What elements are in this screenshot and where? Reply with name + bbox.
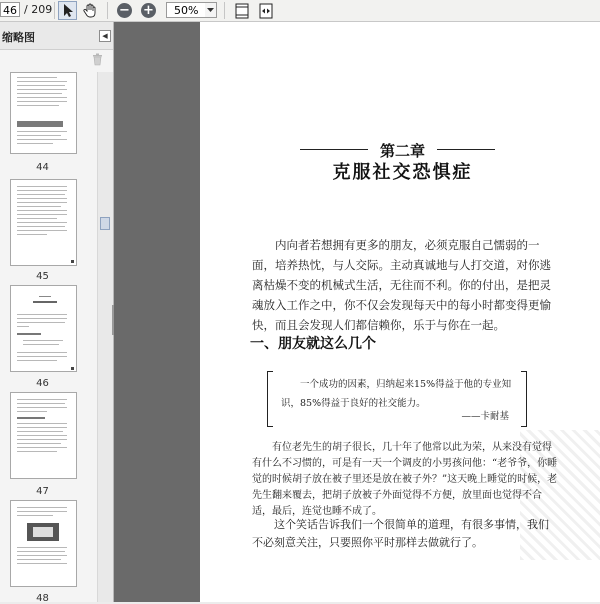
intro-paragraph: 内向者若想拥有更多的朋友，必须克服自己懦弱的一面，培养热忱，与人交际。主动真诚地与人打交道，对你逃离枯燥不变的机械式生活，无往而不利。你的付出，是把灵魂放入工作之中，你不仅会发现每天中的每小时都变得更愉快，而且会发现人们都信赖你，乐于与你在一起。 [252, 238, 551, 332]
panel-title: 缩略图 [2, 31, 35, 44]
watermark [520, 430, 600, 560]
select-tool-button[interactable] [58, 1, 77, 20]
panel-toolbar [0, 50, 113, 70]
quote-attribution: ——卡耐基 [461, 411, 509, 422]
toolbar-separator [224, 2, 225, 19]
page-thumbnail[interactable] [10, 500, 77, 587]
page-thumbnail[interactable] [10, 392, 77, 479]
page-number-input[interactable]: 46 [0, 2, 20, 17]
zoom-level-field[interactable]: 50% [166, 2, 206, 18]
toolbar [0, 0, 600, 22]
page-thumbnail[interactable] [10, 72, 77, 154]
fit-page-icon [235, 3, 249, 19]
thumbnail-label: 44 [36, 162, 49, 173]
thumbnail-marker [71, 260, 74, 263]
quote-box [267, 371, 527, 427]
panel-header [0, 22, 113, 50]
select-arrow-icon [62, 3, 74, 18]
quote-bracket-right [521, 371, 527, 427]
zoom-in-button[interactable] [139, 1, 158, 20]
chevron-down-icon [207, 8, 214, 13]
fit-page-button[interactable] [232, 1, 251, 20]
chapter-rule-left [300, 149, 368, 150]
thumbnail-label: 47 [36, 486, 49, 497]
zoom-out-icon: − [117, 3, 132, 18]
page-thumbnail[interactable] [10, 179, 77, 266]
toolbar-separator [54, 2, 55, 19]
document-background [114, 22, 200, 602]
thumbnails-panel [0, 22, 114, 602]
zoom-out-button[interactable] [115, 1, 134, 20]
hand-tool-button[interactable] [81, 1, 100, 20]
chapter-title: 克服社交恐惧症 [332, 162, 473, 183]
hand-icon [83, 3, 98, 18]
thumbnail-label: 46 [36, 378, 49, 389]
trash-icon[interactable] [92, 53, 103, 66]
fit-width-button[interactable] [256, 1, 275, 20]
quote-bracket-left [267, 371, 273, 427]
quote-text: 一个成功的因素，归纳起来15%得益于他的专业知识，85%得益于良好的社交能力。 [281, 379, 512, 409]
page-total-label: / 209 [24, 3, 53, 16]
zoom-dropdown-button[interactable] [205, 2, 217, 18]
collapse-panel-button[interactable]: ◀ [99, 30, 111, 42]
thumbnail-label: 48 [36, 593, 49, 604]
section-heading: 一、朋友就这么几个 [250, 336, 376, 352]
page-thumbnail-current[interactable] [10, 285, 77, 372]
toolbar-separator [107, 2, 108, 19]
zoom-in-icon: + [141, 3, 156, 18]
fit-width-icon [259, 3, 273, 19]
thumbnail-label: 45 [36, 271, 49, 282]
closing-paragraph: 这个笑话告诉我们一个很简单的道理，有很多事情，我们不必刻意关注，只要照你平时那样去做就行了。 [252, 518, 549, 549]
story-paragraph: 有位老先生的胡子很长，几十年了他常以此为荣，从来没有觉得有什么不习惯的，可是有一天一个调皮的小男孩问他：“老爷爷，你睡觉的时候胡子放在被子里还是放在被子外？”这天晚上睡觉的时候，老先生翻来覆去，把胡子放被子外面觉得不方便，放里面也觉得不合适，最后，连觉也睡不成了。 [252, 442, 558, 517]
chapter-label: 第二章 [379, 142, 425, 160]
scrollbar-thumb[interactable] [100, 217, 110, 230]
thumbnails-scrollbar[interactable] [97, 72, 113, 602]
thumbnail-marker [71, 367, 74, 370]
chapter-rule-right [437, 149, 495, 150]
